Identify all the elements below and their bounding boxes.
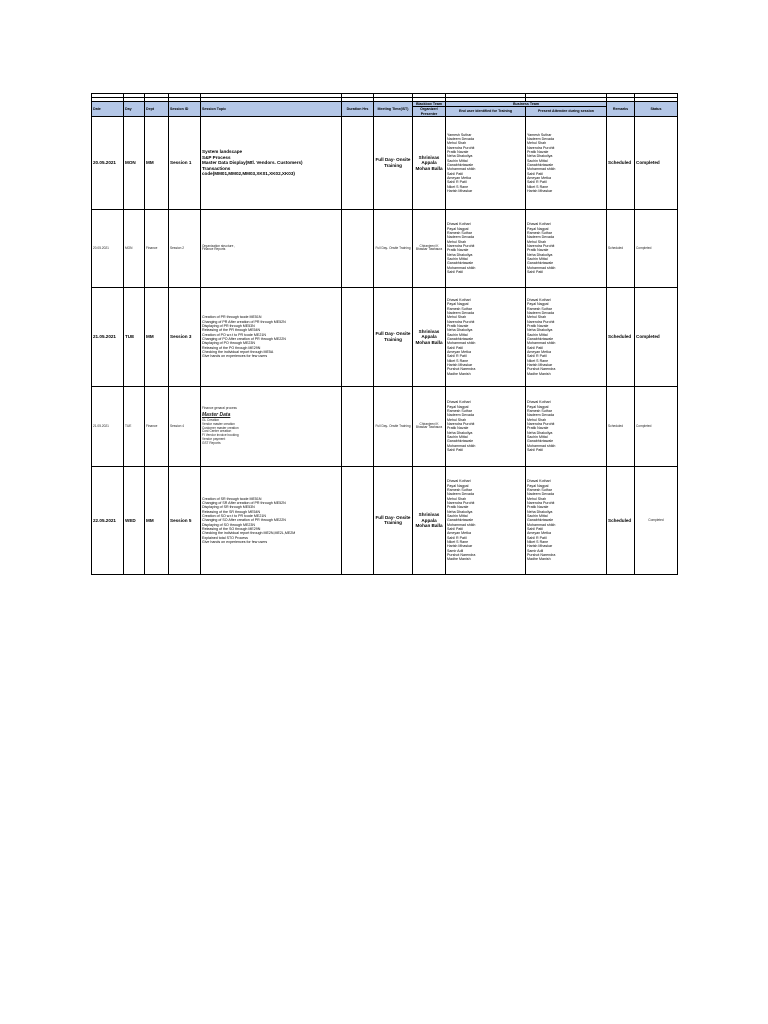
table-row — [92, 116, 678, 209]
cell-session-topic: Creation of SR through tcode ME51N Changing of SR After creation of PR through ME52N Displaying of SR through ME53N Releasing of the SR through ME54N Creation of SO w.r.t to PR tcode ME21N Changing of SO After creation of PR through ME22N Displaying of SO through ME23N Releasing of the SO through ME29N Checking the individual report through ME2N,ME2L,ME2M Explained total STO Process Give hands on experiences for few users — [201, 466, 342, 574]
cell-day: TUE — [124, 287, 145, 386]
cell-end-users: Yamesh Suthar Nadeem Devada Mehul Shah Narendra Purohit Pratik Navale Neha Dhakoliya Sachin Mittal Ganabhkrtawale Mohammad shikh Sahil Patil Ameyan Metka Sahil R Patil Niket S Rane Harish Mhaskar — [446, 116, 526, 209]
cell-status: Completed — [635, 466, 678, 574]
cell-remarks: Scheduled — [607, 466, 635, 574]
cell-session-topic: System landscape S&P Process Master Data Display(Mtl. Vendors. Customers) Transactions code(MM01,MM02,MM03,XK01,XK02,XK03) — [201, 116, 342, 209]
cell-date: 21.05.2021 — [92, 386, 124, 466]
table-row — [92, 287, 678, 386]
table-row — [92, 466, 678, 574]
cell-end-users: Dhaval Kothari Payal Nagpal Ramesh Suthar Nadeem Devada Mehul Shah Narendra Purohit Pratik Navale Neha Dhakoliya Sachin Mittal Ganabhkrtawale Mohammad shikh Sahil Patil Ameyan Metka Sahil R Patil Niket S Rane Harish Mhaskar Samir Adil Purshot Narendra Madhe Manish — [446, 466, 526, 574]
cell-end-users: Dhaval Kothari Payal Nagpal Ramesh Suthar Nadeem Devada Mehul Shah Narendra Purohit Pratik Navale Neha Dhakoliya Sachin Mittal Ganabhkrtawale Mohammad shikh Sahil Patil — [446, 386, 526, 466]
header-session-id: Session ID — [169, 102, 201, 117]
header-present-attendee: Present Attendee during session — [526, 107, 607, 117]
cell-session-topic: Organization structure , Finance Reports — [201, 209, 342, 287]
cell-meeting-time: Full Day- Onsite Training — [374, 466, 413, 574]
header-organizer: Organizer/ Presenter — [413, 107, 446, 117]
cell-end-users: Dhaval Kothari Payal Nagpal Ramesh Suthar Nadeem Devada Mehul Shah Narendra Purohit Pratik Navale Neha Dhakoliya Sachin Mittal Ganabhkrtawale Mohammad shikh Sahil Patil — [446, 209, 526, 287]
cell-session-topic: Creation of PR through tcode ME51N Changing of PR After creation of PR through ME52N Displaying of PR through ME53N Releasing of the PR through ME54N Creation of PO w.r.t to PR tcode ME21N Changing of PO After creation of PR through ME22N Displaying of PO through ME23N Releasing of the PO through ME29N Checking the individual report through ME5A Give hands on experiences for few users — [201, 287, 342, 386]
cell-attendees: Dhaval Kothari Payal Nagpal Ramesh Suthar Nadeem Devada Mehul Shah Narendra Purohit Pratik Navale Neha Dhakoliya Sachin Mittal Ganabhkrtawale Mohammad shikh Sahil Patil Ameyan Metka Sahil R Patil Niket S Rane Harish Mhaskar Purshot Narendra Madhe Manish — [526, 287, 607, 386]
cell-remarks: Scheduled — [607, 386, 635, 466]
table-row — [92, 386, 678, 466]
cell-day: MON — [124, 116, 145, 209]
cell-status: Completed — [635, 386, 678, 466]
cell-status: Completed — [635, 287, 678, 386]
cell-meeting-time: Full Day- Onsite Training — [374, 287, 413, 386]
cell-attendees: Yamesh Suthar Nadeem Devada Mehul Shah Narendra Purohit Pratik Navale Neha Dhakoliya Sachin Mittal Ganabhkrtawale Mohammad shikh Sahil Patil Ameyan Metka Sahil R Patil Niket S Rane Harish Mhaskar — [526, 116, 607, 209]
cell-remarks: Scheduled — [607, 209, 635, 287]
header-status: Status — [635, 102, 678, 117]
cell-session-id: Session 1 — [169, 116, 201, 209]
cell-attendees: Dhaval Kothari Payal Nagpal Ramesh Suthar Nadeem Devada Mehul Shah Narendra Purohit Pratik Navale Neha Dhakoliya Sachin Mittal Ganabhkrtawale Mohammad shikh Sahil Patil Ameyan Metka Sahil R Patil Niket S Rane Harish Mhaskar Samir Adil Purshot Narendra Madhe Manish — [526, 466, 607, 574]
cell-session-id: Session 4 — [169, 386, 201, 466]
cell-date: 21.05.2021 — [92, 287, 124, 386]
cell-status: Completed — [635, 209, 678, 287]
cell-dept: MM — [145, 287, 169, 386]
cell-end-users: Dhaval Kothari Payal Nagpal Ramesh Suthar Nadeem Devada Mehul Shah Narendra Purohit Pratik Navale Neha Dhakoliya Sachin Mittal Ganabhkrtawale Mohammad shikh Sahil Patil Ameyan Metka Sahil R Patil Niket S Rane Harish Mhaskar Purshot Narendra Madhe Manish — [446, 287, 526, 386]
header-end-user: End user identified for Training — [446, 107, 526, 117]
cell-dept: Finance — [145, 386, 169, 466]
cell-date: 20.05.2021 — [92, 116, 124, 209]
cell-organizer: Shrinivas Appala Mohan Balla — [413, 466, 446, 574]
cell-session-id: Session 2 — [169, 209, 201, 287]
cell-status: Completed — [635, 116, 678, 209]
header-blackbox-team: Blackbox Team — [413, 102, 446, 107]
cell-organizer: Chiranjeevi K Bhaskar Tawhaura — [413, 209, 446, 287]
cell-duration — [342, 386, 374, 466]
header-session-topic: Session Topic — [201, 102, 342, 117]
topic-list: GL Creation Vendor master creation Customer master creation Cost Center creation FI Vendor invoice booking Vendor payment GST Reports — [202, 417, 239, 445]
cell-session-id: Session 3 — [169, 287, 201, 386]
cell-duration — [342, 287, 374, 386]
cell-meeting-time: Full Day- Onsite Training — [374, 209, 413, 287]
training-schedule-table — [91, 93, 678, 575]
cell-dept: MM — [145, 466, 169, 574]
cell-dept: Finance — [145, 209, 169, 287]
topic-subtitle: Master Data — [202, 411, 231, 418]
cell-date: 22.05.2021 — [92, 466, 124, 574]
header-remarks: Remarks — [607, 102, 635, 117]
cell-meeting-time: Full Day- Onsite Training — [374, 386, 413, 466]
cell-day: WED — [124, 466, 145, 574]
cell-organizer: Shrinivas Appala Mohan Balla — [413, 287, 446, 386]
header-meeting-time: Meeting Time(IST) — [374, 102, 413, 117]
cell-duration — [342, 209, 374, 287]
cell-attendees: Dhaval Kothari Payal Nagpal Ramesh Suthar Nadeem Devada Mehul Shah Narendra Purohit Pratik Navale Neha Dhakoliya Sachin Mittal Ganabhkrtawale Mohammad shikh Sahil Patil — [526, 386, 607, 466]
header-dept: Dept — [145, 102, 169, 117]
cell-duration — [342, 466, 374, 574]
cell-duration — [342, 116, 374, 209]
topic-intro: Finance genaral process — [202, 406, 237, 411]
header-date: Date — [92, 102, 124, 117]
cell-session-id: Session 5 — [169, 466, 201, 574]
cell-remarks: Scheduled — [607, 287, 635, 386]
cell-organizer: Chiranjeevi K Bhaskar Tawhaura — [413, 386, 446, 466]
cell-dept: MM — [145, 116, 169, 209]
cell-remarks: Scheduled — [607, 116, 635, 209]
header-duration: Duration Hrs — [342, 102, 374, 117]
cell-day: MON — [124, 209, 145, 287]
header-business-team: Business Team — [446, 102, 607, 107]
cell-day: TUE — [124, 386, 145, 466]
cell-meeting-time: Full Day- Onsite Training — [374, 116, 413, 209]
header-day: Day — [124, 102, 145, 117]
cell-organizer: Shrinivas Appala Mohan Balla — [413, 116, 446, 209]
cell-attendees: Dhaval Kothari Payal Nagpal Ramesh Suthar Nadeem Devada Mehul Shah Narendra Purohit Pratik Navale Neha Dhakoliya Sachin Mittal Ganabhkrtawale Mohammad shikh Sahil Patil — [526, 209, 607, 287]
table-row — [92, 209, 678, 287]
cell-date: 20.05.2021 — [92, 209, 124, 287]
cell-session-topic — [201, 386, 342, 466]
